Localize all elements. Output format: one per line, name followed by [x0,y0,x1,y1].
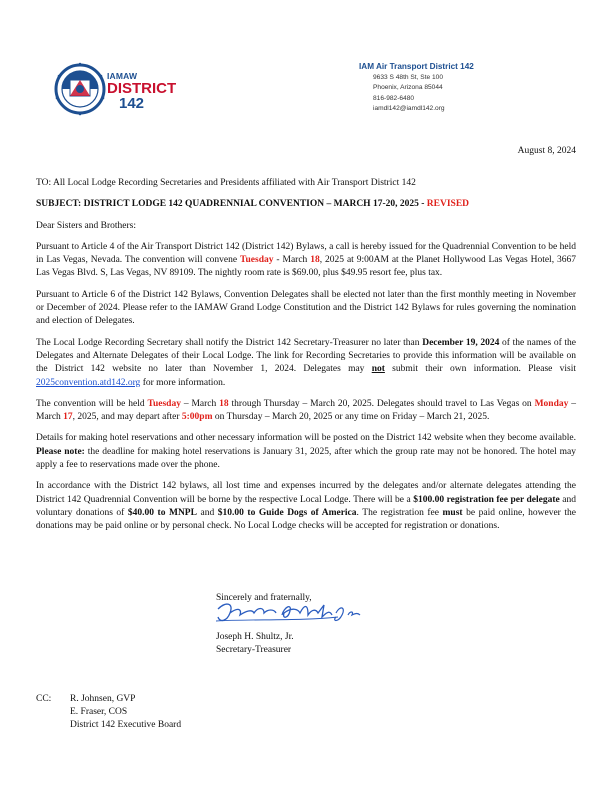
paragraph-expenses [36,480,576,533]
date-emphasis: 18 [310,255,320,266]
guide-dogs-emphasis: $10.00 to Guide Dogs of America [217,507,357,518]
logo-iamaw: IAMAW [107,71,138,81]
not-emphasis: not [371,364,385,375]
text: be paid online, however the donations may be paid online or by personal check. No Local Lodge checks will be accepted for registration or donations. [36,507,576,532]
text: of the names of the Delegates and Alternate Delegates of their Local Lodge. The link for Recording Secretaries to provide this information will be available on the District 142 website no later than November 1, 2024. Delegates may [36,337,576,375]
signer-name: Joseph H. Shultz, Jr. [216,632,294,642]
text: through Thursday – March 20, 2025. Delegates should travel to Las Vegas on [228,398,535,409]
text: - March [273,255,311,266]
text: Details for making hotel reservations and other necessary information will be posted on the District 142 website when they become available. [36,433,576,444]
fee-emphasis: $100.00 registration fee per delegate [413,494,560,505]
note-emphasis: Please note: [36,446,85,457]
text: and [196,507,218,518]
day-emphasis: Monday [534,398,569,409]
org-name: IAM Air Transport District 142 [359,62,474,71]
must-emphasis: must [442,507,463,518]
subject-line [36,198,576,211]
signer-title: Secretary-Treasurer [216,644,292,655]
closing: Sincerely and fraternally, [216,593,312,603]
address-line: 9633 S 48th St, Ste 100 [373,73,444,81]
time-emphasis: 5:00pm [181,412,213,423]
text: The Local Lodge Recording Secretary shall notify the District 142 Secretary-Treasurer no later than [36,337,423,348]
logo-142: 142 [119,95,145,112]
cc-recipient: E. Fraser, COS [70,707,128,718]
text: In accordance with the District 142 bylaws, all lost time and expenses incurred by the delegates and/or alternate delegates attending the District 142 Quadrennial Convention will be borne by the respective Local Lodge. There will be a [36,481,576,505]
text: – March [180,398,220,409]
text: submit their own information. Please visit [384,364,576,375]
email: iamdl142@iamdl142.org [373,105,445,112]
date-emphasis: 18 [219,398,229,409]
handwritten-signature [212,595,362,629]
text: on Thursday – March 20, 2025 or any time on Friday – March 21, 2025. [212,412,490,423]
day-emphasis: Tuesday [147,398,181,409]
address-line: Phoenix, Arizona 85044 [373,84,443,91]
date-emphasis: 17 [63,412,73,423]
text: the deadline for making hotel reservations is January 31, 2025, after which the group rate may not be honored. The hotel may apply a fee to reservations made over the phone. [36,446,576,471]
signature-block [216,631,294,657]
text: , 2025 at 9:00AM at the Planet Hollywood Las Vegas Hotel, 3667 Las Vegas Blvd. S, Las Vegas, NV 89109. The nightly room rate is $69.00, plus $49.95 resort fee, plus tax. [36,255,576,279]
cc-recipient: District 142 Executive Board [70,720,182,731]
day-emphasis: Tuesday [240,255,274,266]
logo-district: DISTRICT [107,80,177,97]
letter-body [36,177,576,542]
paragraph-delegate-election: Pursuant to Article 6 of the District 142 Bylaws, Convention Delegates shall be elected not later than the first monthly meeting in November or December of 2024. Please refer to the IAMAW Grand Lodge Constitution and the District 142 Bylaws for rules governing the nomination and election of Delegates. [36,289,576,327]
paragraph-convention-call [36,241,576,281]
text: and voluntary donations of [36,494,576,518]
deadline: December 19, 2024 [422,337,500,348]
text: , 2025, and may depart after [72,412,182,423]
salutation: Dear Sisters and Brothers: [36,220,136,231]
paragraph-notification [36,337,576,390]
text: . The registration fee [356,507,443,518]
revised-tag: REVISED [426,199,470,210]
to-line: TO: All Local Lodge Recording Secretaries and Presidents affiliated with Air Transport District 142 [36,178,416,188]
phone: 816-982-6480 [373,94,415,102]
cc-recipient: R. Johnsen, GVP [70,694,136,704]
text: The convention will be held [36,398,148,409]
text: for more information. [140,377,226,388]
paragraph-hotel [36,432,576,472]
cc-label: CC: [36,694,52,704]
subject-text: SUBJECT: DISTRICT LODGE 142 QUADRENNIAL CONVENTION – MARCH 17-20, 2025 - [36,199,427,210]
mnpl-emphasis: $40.00 to MNPL [127,507,197,518]
text: Pursuant to Article 4 of the Air Transport District 142 (District 142) Bylaws, a call is hereby issued for the Quadrennial Convention to be held in Las Vegas, Nevada. The convention will convene [36,241,576,266]
letter-date: August 8, 2024 [517,146,576,156]
letterhead-address [359,62,474,115]
cc-recipients [70,693,181,733]
convention-website-link[interactable]: 2025convention.atd142.org [36,377,141,388]
text: – March [36,398,577,423]
logo-wordmark [107,72,176,111]
paragraph-schedule [36,398,576,425]
